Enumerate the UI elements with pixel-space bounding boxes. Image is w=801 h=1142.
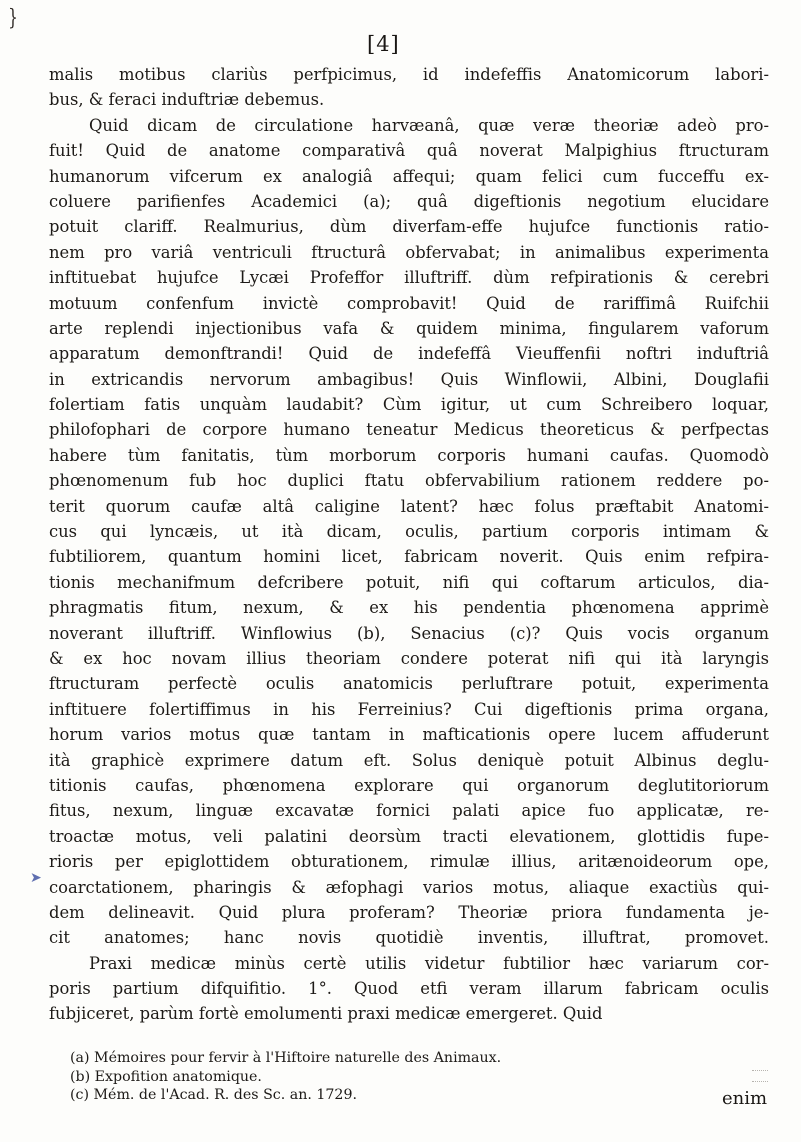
text-line: nem pro variâ ventriculi ftructurâ obfervabat; in animalibus experimenta [49, 242, 769, 262]
footnote: (c) Mém. de l'Acad. R. des Sc. an. 1729. [70, 1087, 357, 1103]
page-number: [4] [367, 32, 400, 56]
text-line: poris partium difquifitio. 1°. Quod etfi veram illarum fabricam oculis [49, 979, 769, 999]
text-line: dem delineavit. Quid plura proferam? Theoriæ priora fundamenta je- [49, 902, 769, 922]
text-line: cus qui lyncæis, ut ità dicam, oculis, partium corporis intimam & [49, 522, 769, 542]
footnote: (a) Mémoires pour fervir à l'Hiftoire naturelle des Animaux. [70, 1050, 502, 1066]
text-line: coluere parifienfes Academici (a); quâ digeftionis negotium elucidare [49, 191, 769, 211]
text-line: habere tùm fanitatis, tùm morborum corporis humani caufas. Quomodò [49, 445, 769, 465]
text-line: cit anatomes; hanc novis quotidiè inventis, illuftrat, promovet. [49, 928, 769, 948]
text-line: noverant illuftriff. Winflowius (b), Senacius (c)? Quis vocis organum [49, 623, 769, 643]
text-line: arte replendi injectionibus vafa & quidem minima, fingularem vaforum [49, 318, 769, 338]
margin-arrow-icon: ➤ [30, 870, 42, 886]
text-line: rioris per epiglottidem obturationem, rimulæ illius, aritænoideorum ope, [49, 852, 769, 872]
text-line: Quid dicam de circulatione harvæanâ, quæ veræ theoriæ adeò pro- [89, 115, 769, 135]
text-line: Praxi medicæ minùs certè utilis videtur fubtilior hæc variarum cor- [89, 953, 769, 973]
text-line: titionis caufas, phœnomena explorare qui organorum deglutitoriorum [49, 775, 769, 795]
text-line: in extricandis nervorum ambagibus! Quis Winflowii, Albini, Douglafii [49, 369, 769, 389]
text-line: humanorum vifcerum ex analogiâ affequi; quam felici cum fucceffu ex- [49, 166, 769, 186]
text-line: malis motibus clariùs perfpicimus, id indefeffis Anatomicorum labori- [49, 65, 769, 84]
text-line: coarctationem, pharingis & æfophagi varios motus, aliaque exactiùs qui- [49, 877, 769, 897]
text-line: phragmatis fitum, nexum, & ex his pendentia phœnomena apprimè [49, 598, 769, 618]
text-line: folertiam fatis unquàm laudabit? Cùm igitur, ut cum Schreibero loquar, [49, 395, 769, 415]
text-line: fubtiliorem, quantum homini licet, fabricam noverit. Quis enim refpira- [49, 547, 769, 567]
text-line: inftituere folertiffimus in his Ferreinius? Cui digeftionis prima organa, [49, 699, 769, 719]
ink-smudge [752, 1070, 768, 1082]
text-line: terit quorum caufæ altâ caligine latent? hæc folus præftabit Anatomi- [49, 496, 769, 516]
text-line: ità graphicè exprimere datum eft. Solus deniquè potuit Albinus deglu- [49, 750, 769, 770]
text-line: & ex hoc novam illius theoriam condere poterat nifi qui ità laryngis [49, 648, 769, 668]
text-line: motuum confenfum invictè comprobavit! Quid de rariffimâ Ruifchii [49, 293, 769, 313]
text-line: apparatum demonftrandi! Quid de indefeffâ Vieuffenfii noftri induftriâ [49, 344, 769, 364]
text-line: fuit! Quid de anatome comparativâ quâ noverat Malpighius ftructuram [49, 141, 769, 161]
text-line: philofophari de corpore humano teneatur Medicus theoreticus & perfpectas [49, 420, 769, 440]
text-line: fitus, nexum, linguæ excavatæ fornici palati apice fuo applicatæ, re- [49, 801, 769, 821]
text-line: bus, & feraci induftriæ debemus. [49, 90, 325, 110]
text-line: potuit clariff. Realmurius, dùm diverfam-effe hujufce functionis ratio- [49, 217, 769, 237]
text-line: fubjiceret, parùm fortè emolumenti praxi medicæ emergeret. Quid [49, 1004, 603, 1024]
body-text [49, 62, 769, 1027]
text-line: inftituebat hujufce Lycæi Profeffor illuftriff. dùm refpirationis & cerebri [49, 268, 769, 288]
gutter-mark: } [8, 6, 18, 31]
text-line: phœnomenum fub hoc duplici ftatu obfervabilium rationem reddere po- [49, 471, 769, 491]
text-line: tionis mechanifmum defcribere potuit, nifi qui coftarum articulos, dia- [49, 572, 769, 592]
footnote: (b) Expofition anatomique. [70, 1068, 262, 1085]
text-line: horum varios motus quæ tantam in mafticationis opere lucem affuderunt [49, 725, 769, 745]
catchword: enim [722, 1088, 768, 1109]
footnotes [70, 1049, 630, 1105]
text-line: troactæ motus, veli palatini deorsùm tracti elevationem, glottidis fupe- [49, 826, 769, 846]
text-line: ftructuram perfectè oculis anatomicis perluftrare potuit, experimenta [49, 674, 769, 694]
